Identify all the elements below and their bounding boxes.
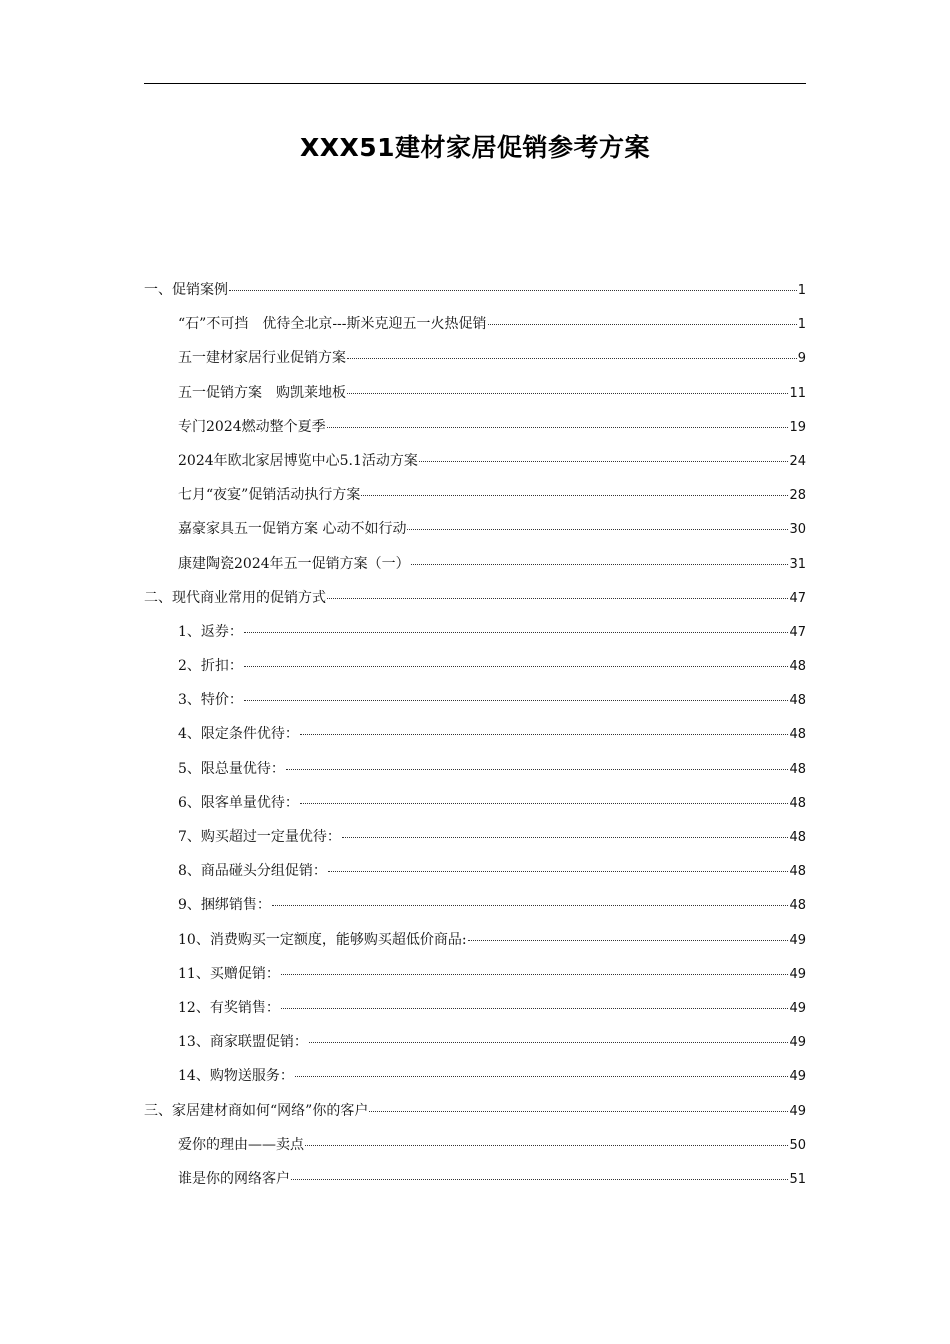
toc-entry-title: 康建陶瓷2024年五一促销方案（一）	[178, 555, 410, 572]
toc-dot-leader	[291, 1165, 788, 1180]
toc-dot-leader	[272, 891, 789, 906]
toc-dot-leader	[407, 515, 788, 530]
toc-entry-title: “石”不可挡 优待全北京---斯米克迎五一火热促销	[178, 316, 487, 333]
toc-dot-leader	[309, 1028, 789, 1043]
toc-page-number: 31	[789, 556, 806, 572]
toc-page-number: 28	[789, 488, 806, 504]
toc-page-number: 49	[789, 1035, 806, 1051]
toc-entry-title: 爱你的理由——卖点	[178, 1136, 304, 1153]
toc-dot-leader	[305, 1131, 788, 1146]
toc-page-number: 47	[789, 624, 806, 640]
toc-dot-leader	[342, 823, 789, 838]
toc-entry[interactable]	[144, 1064, 806, 1098]
toc-page-number: 49	[789, 932, 806, 948]
toc-dot-leader	[281, 994, 789, 1009]
toc-page-number: 50	[789, 1137, 806, 1153]
toc-entry-title: 12、有奖销售：	[178, 999, 280, 1016]
toc-entry[interactable]	[144, 757, 806, 791]
toc-dot-leader	[327, 584, 788, 599]
toc-dot-leader	[468, 926, 789, 941]
toc-entry-title: 一、促销案例	[144, 282, 228, 298]
toc-dot-leader	[411, 550, 789, 565]
toc-page-number: 48	[789, 830, 806, 845]
toc-page-number: 9	[797, 351, 806, 367]
toc-entry[interactable]	[144, 962, 806, 996]
toc-entry[interactable]	[144, 449, 806, 483]
toc-entry[interactable]	[144, 586, 806, 620]
table-of-contents	[144, 278, 806, 1201]
toc-page-number: 48	[789, 659, 806, 675]
toc-entry[interactable]	[144, 517, 806, 551]
toc-dot-leader	[229, 276, 797, 291]
toc-dot-leader	[281, 960, 789, 975]
toc-dot-leader	[327, 413, 789, 428]
toc-entry-title: 2024年欧北家居博览中心5.1活动方案	[178, 452, 418, 469]
toc-entry-title: 五一促销方案 购凯莱地板	[178, 384, 346, 401]
toc-page-number: 48	[789, 864, 806, 880]
toc-entry[interactable]	[144, 415, 806, 449]
toc-entry[interactable]	[144, 312, 806, 346]
toc-dot-leader	[244, 652, 789, 667]
toc-entry[interactable]	[144, 1030, 806, 1064]
header-rule	[144, 83, 806, 84]
toc-entry[interactable]	[144, 278, 806, 312]
toc-page-number: 47	[789, 590, 806, 606]
toc-page-number: 1	[797, 317, 806, 333]
toc-dot-leader	[300, 789, 789, 804]
toc-entry-title: 七月“夜宴”促销活动执行方案	[178, 487, 361, 504]
toc-page-number: 48	[789, 898, 806, 914]
toc-dot-leader	[347, 379, 788, 394]
toc-entry-title: 谁是你的网络客户	[178, 1170, 290, 1187]
toc-entry[interactable]	[144, 893, 806, 927]
toc-entry-title: 11、买赠促销：	[178, 965, 280, 982]
toc-entry[interactable]	[144, 825, 806, 859]
toc-entry-title: 7、购买超过一定量优待：	[178, 829, 341, 845]
toc-page-number: 49	[789, 966, 806, 982]
toc-page-number: 49	[789, 1103, 806, 1119]
toc-entry-title: 三、家居建材商如何“网络”你的客户	[144, 1102, 369, 1119]
toc-entry[interactable]	[144, 483, 806, 517]
toc-dot-leader	[361, 481, 788, 496]
toc-entry[interactable]	[144, 381, 806, 415]
toc-entry[interactable]	[144, 859, 806, 893]
toc-dot-leader	[328, 857, 789, 872]
toc-dot-leader	[300, 720, 789, 735]
toc-entry-title: 五一建材家居行业促销方案	[178, 350, 346, 367]
toc-entry[interactable]	[144, 654, 806, 688]
toc-entry[interactable]	[144, 791, 806, 825]
toc-page-number: 30	[789, 522, 806, 538]
toc-entry[interactable]	[144, 996, 806, 1030]
toc-page-number: 24	[789, 453, 806, 469]
toc-page-number: 49	[789, 1000, 806, 1016]
toc-dot-leader	[244, 686, 789, 701]
toc-page-number: 48	[789, 795, 806, 811]
toc-entry[interactable]	[144, 1133, 806, 1167]
toc-page-number: 11	[789, 385, 806, 401]
toc-entry-title: 专门2024燃动整个夏季	[178, 418, 326, 435]
toc-entry-title: 3、特价：	[178, 692, 243, 709]
toc-dot-leader	[295, 1062, 789, 1077]
toc-entry-title: 10、消费购买一定额度，能够购买超低价商品:	[178, 931, 467, 948]
toc-page-number: 19	[789, 419, 806, 435]
toc-dot-leader	[369, 1097, 788, 1112]
toc-entry[interactable]	[144, 688, 806, 722]
toc-entry-title: 2、折扣：	[178, 658, 243, 675]
toc-page-number: 51	[789, 1171, 806, 1187]
toc-entry[interactable]	[144, 552, 806, 586]
toc-entry-title: 13、商家联盟促销：	[178, 1034, 308, 1051]
toc-entry-title: 9、捆绑销售：	[178, 897, 271, 914]
document-title: XXX51建材家居促销参考方案	[299, 133, 651, 162]
toc-entry[interactable]	[144, 346, 806, 380]
toc-entry-title: 1、返券：	[178, 623, 243, 640]
toc-dot-leader	[488, 310, 797, 325]
toc-entry[interactable]	[144, 1167, 806, 1201]
toc-entry-title: 8、商品碰头分组促销：	[178, 863, 327, 880]
toc-entry[interactable]	[144, 928, 806, 962]
toc-entry-title: 4、限定条件优待：	[178, 726, 299, 743]
toc-entry-title: 嘉豪家具五一促销方案 心动不如行动	[178, 521, 407, 538]
toc-entry-title: 二、现代商业常用的促销方式	[144, 589, 326, 606]
toc-entry-title: 5、限总量优待：	[178, 760, 285, 777]
toc-dot-leader	[244, 618, 789, 633]
toc-dot-leader	[419, 447, 789, 462]
toc-entry-title: 14、购物送服务：	[178, 1068, 294, 1085]
toc-page-number: 48	[789, 727, 806, 743]
toc-entry-title: 6、限客单量优待：	[178, 794, 299, 811]
toc-page-number: 1	[797, 283, 806, 298]
toc-entry[interactable]	[144, 620, 806, 654]
toc-dot-leader	[286, 755, 789, 770]
toc-entry[interactable]	[144, 1099, 806, 1133]
toc-dot-leader	[347, 344, 797, 359]
toc-page-number: 49	[789, 1069, 806, 1085]
toc-page-number: 48	[789, 761, 806, 777]
toc-entry[interactable]	[144, 722, 806, 756]
toc-page-number: 48	[789, 693, 806, 709]
